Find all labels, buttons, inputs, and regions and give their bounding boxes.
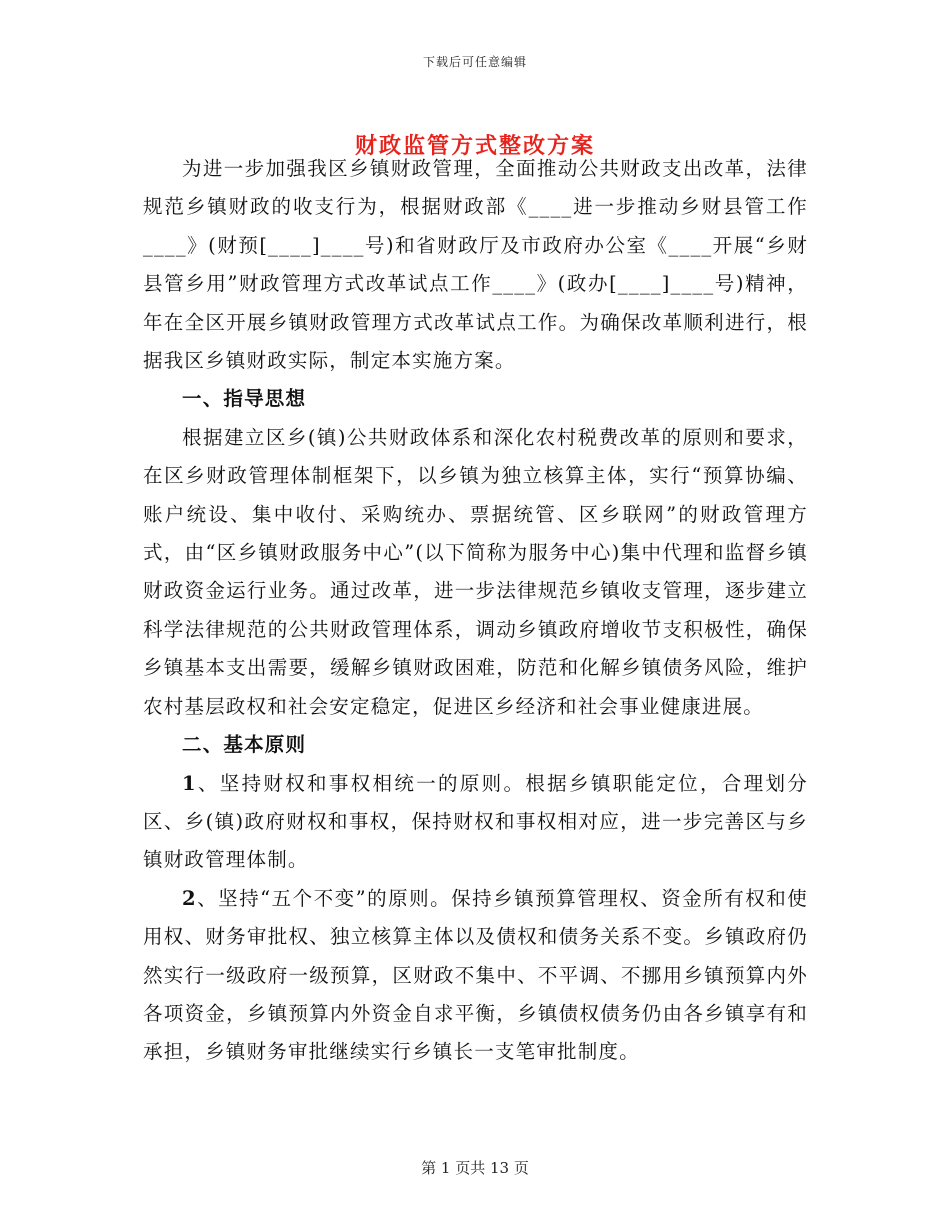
section-heading-guiding-ideology: 一、指导思想: [182, 387, 307, 411]
paragraph-principle-1: [143, 765, 808, 880]
principle-text-2: 、坚持“五个不变”的原则。保持乡镇预算管理权、资金所有权和使用权、财务审批权、独立核算主体以及债权和债务关系不变。乡镇政府仍然实行一级政府一级预算，区财政不集中、不平调、不挪用乡镇预算内外各项资金，乡镇预算内外资金自求平衡，乡镇债权债务仍由各乡镇享有和承担，乡镇财务审批继续实行乡镇长一支笔审批制度。: [143, 886, 808, 1064]
paragraph-intro: 为进一步加强我区乡镇财政管理，全面推动公共财政支出改革，法律规范乡镇财政的收支行为，根据财政部《____进一步推动乡财县管工作____》(财预[____]____号)和省财政厅及市政府办公室《____开展“乡财县管乡用”财政管理方式改革试点工作____》(政办[____]____号)精神，年在全区开展乡镇财政管理方式改革试点工作。为确保改革顺利进行，根据我区乡镇财政实际，制定本实施方案。: [143, 157, 808, 373]
document-body: [143, 150, 808, 1072]
principle-text-1: 、坚持财权和事权相统一的原则。根据乡镇职能定位，合理划分区、乡(镇)政府财权和事权，保持财权和事权相对应，进一步完善区与乡镇财政管理体制。: [143, 771, 808, 872]
header-note: 下载后可任意编辑: [422, 55, 527, 69]
paragraph-guiding-ideology: 根据建立区乡(镇)公共财政体系和深化农村税费改革的原则和要求，在区乡财政管理体制框架下，以乡镇为独立核算主体，实行“预算协编、账户统设、集中收付、采购统办、票据统管、区乡联网”的财政管理方式，由“区乡镇财政服务中心”(以下简称为服务中心)集中代理和监督乡镇财政资金运行业务。通过改革，进一步法律规范乡镇收支管理，逐步建立科学法律规范的公共财政管理体系，调动乡镇政府增收节支积极性，确保乡镇基本支出需要，缓解乡镇财政困难，防范和化解乡镇债务风险，维护农村基层政权和社会安定稳定，促进区乡经济和社会事业健康进展。: [143, 425, 808, 718]
paragraph-principle-2: [143, 880, 808, 1072]
document-title: 财政监管方式整改方案: [354, 132, 595, 159]
section-heading-basic-principles: 二、基本原则: [182, 733, 307, 757]
principle-number-2: 2: [182, 886, 197, 910]
principle-number-1: 1: [182, 771, 197, 795]
page-footer: 第 1 页共 13 页: [421, 1159, 529, 1177]
